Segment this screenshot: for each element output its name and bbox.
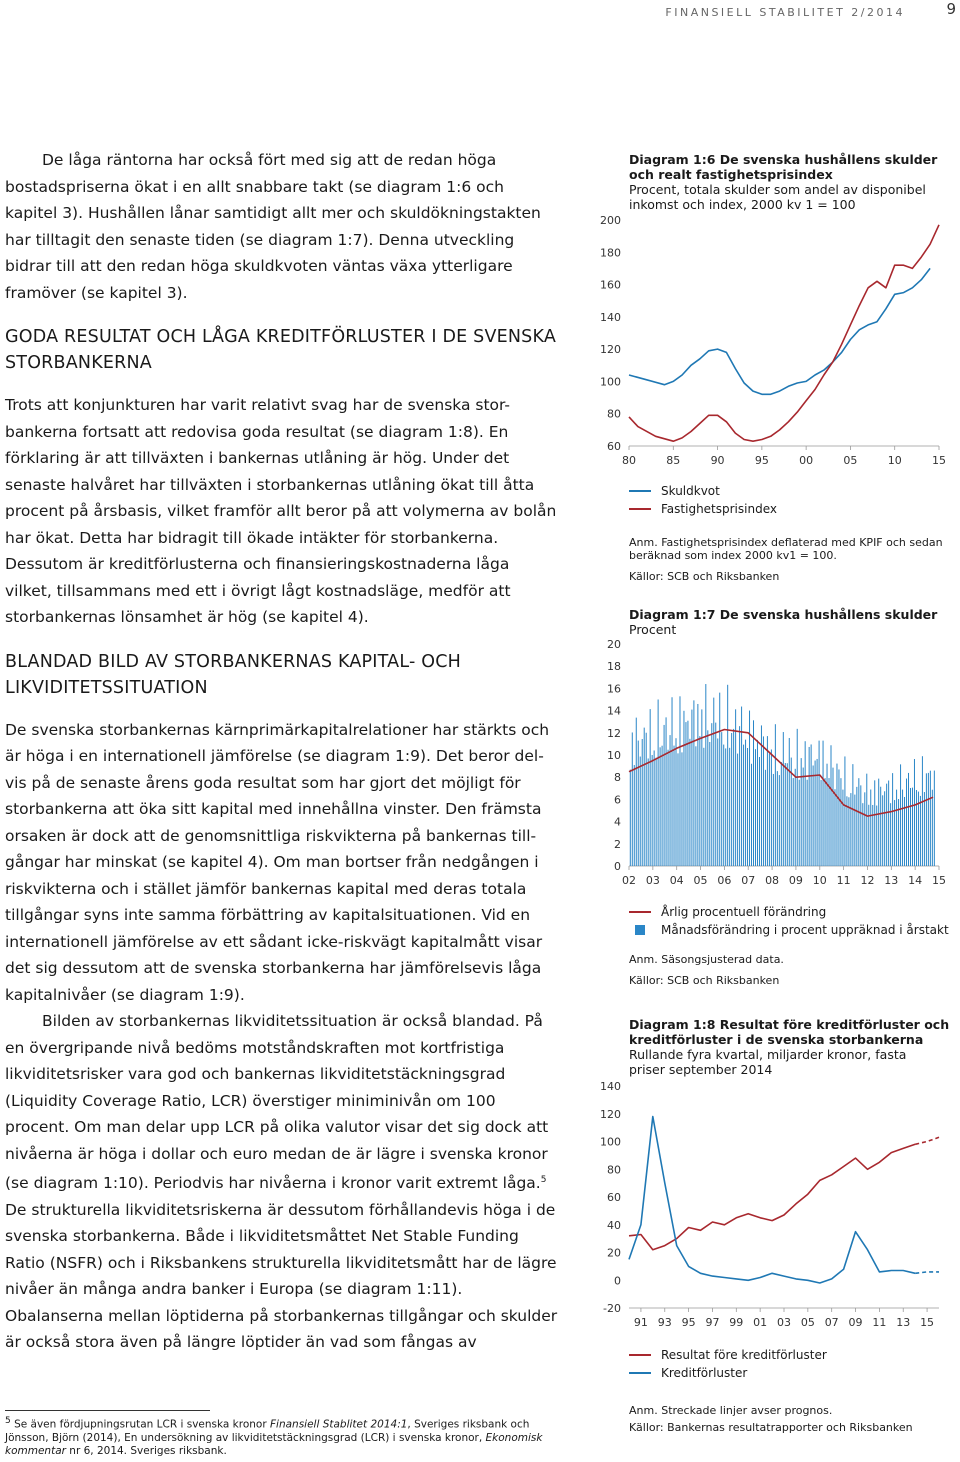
monthly-bar — [874, 780, 875, 866]
monthly-bar — [769, 754, 770, 866]
diagram-1-7-title: Diagram 1:7 De svenska hushållens skulder — [629, 607, 938, 622]
x-tick-label: 03 — [777, 1316, 791, 1329]
monthly-bar — [900, 764, 901, 866]
monthly-bar — [664, 725, 665, 866]
monthly-bar — [793, 778, 794, 866]
y-tick-label: 120 — [600, 343, 621, 357]
y-tick-label: 80 — [607, 407, 621, 421]
diagram-1-7-subtitle: Procent — [629, 622, 677, 637]
monthly-bar — [920, 796, 921, 866]
monthly-bar — [811, 744, 812, 866]
monthly-bar — [785, 763, 786, 866]
monthly-bar — [838, 769, 839, 866]
monthly-bar — [697, 704, 698, 866]
legend-swatch-red — [629, 508, 651, 510]
x-tick-label: 13 — [884, 874, 899, 887]
monthly-bar — [805, 741, 806, 866]
monthly-bar — [735, 709, 736, 866]
monthly-bar — [660, 747, 661, 866]
monthly-bar — [648, 758, 649, 866]
monthly-bar — [751, 764, 752, 866]
monthly-bar — [771, 749, 772, 866]
monthly-bar — [866, 774, 867, 866]
x-tick-label: 02 — [622, 874, 636, 887]
y-tick-label: 16 — [607, 682, 621, 696]
diagram-1-6-legend — [593, 482, 953, 583]
section-heading-results: GODA RESULTAT OCH LÅGA KREDITFÖRLUSTER I DE SVENSKA STORBANKERNA — [5, 327, 557, 373]
monthly-bar — [757, 740, 758, 866]
monthly-bar — [916, 790, 917, 866]
y-tick-label: 60 — [607, 440, 621, 453]
diagram-1-6-subtitle: Procent, totala skulder som andel av disponibel inkomst och index, 2000 kv 1 = 100 — [629, 182, 926, 212]
diagram-1-8-legend — [593, 1346, 953, 1434]
monthly-bar — [912, 788, 913, 866]
legend-label: Kreditförluster — [661, 1366, 748, 1380]
monthly-bar — [709, 742, 710, 866]
x-tick-label: 11 — [872, 1316, 887, 1329]
monthly-bar — [693, 700, 694, 866]
monthly-bar — [737, 754, 738, 866]
monthly-bar — [676, 738, 677, 866]
monthly-bar — [836, 764, 837, 866]
monthly-bar — [741, 707, 742, 866]
monthly-bar — [666, 717, 667, 866]
monthly-bar — [827, 764, 828, 866]
legend-credit-losses — [629, 1364, 953, 1382]
x-tick-label: 00 — [799, 454, 814, 467]
y-tick-label: 160 — [600, 278, 621, 292]
x-tick-label: 09 — [848, 1316, 863, 1329]
x-tick-label: 07 — [741, 874, 756, 887]
legend-annual-change — [629, 903, 953, 921]
paragraph-housing-prices: De låga räntorna har också fört med sig att de redan höga bostadspriserna ökat i en allt snabbare takt (se diagram 1:6 och kapitel 3). Hushållen lånar samtidigt allt mer och skuldökningstakten har tilltagit den senaste tiden (se diagram 1:7). Denna utveckling bidrar till att den redan höga skuldkvoten väntas växa ytterligare framöver (se kapitel 3). — [5, 151, 541, 302]
footnote-number: 5 — [5, 1416, 11, 1426]
x-tick-label: 01 — [753, 1316, 768, 1329]
monthly-bar — [695, 746, 696, 866]
y-tick-label: 18 — [607, 660, 621, 674]
monthly-bar — [797, 729, 798, 866]
x-tick-label: 03 — [645, 874, 660, 887]
monthly-bar — [644, 728, 645, 866]
monthly-bar — [775, 724, 776, 866]
y-tick-label: 4 — [614, 815, 621, 829]
diagram-1-6-title: Diagram 1:6 De svenska hushållens skulder och realt fastighetsprisindex — [629, 152, 938, 182]
monthly-bar — [715, 723, 716, 866]
monthly-bar — [640, 757, 641, 866]
result-line — [629, 1144, 915, 1249]
monthly-bar — [821, 780, 822, 866]
monthly-bar — [729, 748, 730, 866]
diagram-1-7-legend — [593, 903, 953, 987]
monthly-bar — [759, 757, 760, 866]
y-tick-label: 60 — [607, 1191, 621, 1204]
x-tick-label: 05 — [800, 1316, 815, 1329]
y-tick-label: 140 — [600, 1080, 621, 1093]
x-tick-label: 10 — [812, 874, 827, 887]
y-tick-label: 12 — [607, 726, 621, 740]
y-tick-label: -20 — [603, 1302, 621, 1315]
footnote-reference[interactable]: 5 — [540, 1175, 547, 1185]
monthly-bar — [672, 697, 673, 866]
y-tick-label: 180 — [600, 246, 621, 260]
diagram-1-7 — [593, 607, 953, 637]
y-tick-label: 2 — [614, 837, 621, 851]
monthly-bar — [864, 792, 865, 866]
footnote-publication: Finansiell Stablitet 2014:1 — [270, 1418, 408, 1431]
footnote-text-e: nr 6, 2014. Sveriges riksbank. — [65, 1444, 227, 1457]
monthly-bar — [662, 746, 663, 866]
diagram-1-8 — [593, 1017, 953, 1077]
monthly-bar — [630, 770, 631, 866]
monthly-bar — [815, 761, 816, 866]
legend-label: Månadsförändring i procent uppräknad i årstakt — [661, 923, 949, 937]
y-tick-label: 8 — [614, 771, 621, 785]
x-tick-label: 93 — [657, 1316, 672, 1329]
monthly-bar — [683, 711, 684, 866]
main-text-column — [5, 147, 560, 1356]
legend-label: Årlig procentuell förändring — [661, 905, 827, 919]
monthly-bar — [765, 770, 766, 866]
x-tick-label: 97 — [705, 1316, 720, 1329]
y-tick-label: 80 — [607, 1163, 621, 1177]
credit-losses-line-forecast — [915, 1272, 939, 1273]
monthly-bar — [701, 709, 702, 866]
y-tick-label: 10 — [607, 749, 621, 762]
diagram-1-8-subtitle: Rullande fyra kvartal, miljarder kronor, fasta priser september 2014 — [629, 1047, 907, 1077]
monthly-bar — [689, 739, 690, 866]
y-tick-label: 100 — [600, 375, 621, 389]
monthly-bar — [932, 790, 933, 866]
x-tick-label: 10 — [887, 454, 902, 467]
monthly-bar — [668, 750, 669, 866]
monthly-bar — [825, 778, 826, 866]
monthly-bar — [884, 791, 885, 866]
monthly-bar — [707, 730, 708, 866]
monthly-bar — [656, 758, 657, 866]
legend-swatch-blue — [629, 490, 651, 492]
diagram-1-8-source: Källor: Bankernas resultatrapporter och Riksbanken — [629, 1421, 913, 1434]
y-tick-label: 20 — [607, 1246, 621, 1260]
x-tick-label: 95 — [681, 1316, 696, 1329]
y-tick-label: 20 — [607, 638, 621, 651]
monthly-bar — [910, 788, 911, 866]
monthly-bar — [642, 739, 643, 866]
monthly-bar — [858, 778, 859, 866]
monthly-bar — [852, 764, 853, 866]
x-tick-label: 09 — [788, 874, 803, 887]
monthly-bar — [878, 779, 879, 866]
monthly-bar — [670, 735, 671, 866]
x-tick-label: 15 — [932, 454, 946, 467]
monthly-bar — [795, 769, 796, 866]
monthly-bar — [844, 756, 845, 866]
legend-monthly-change — [629, 921, 953, 939]
legend-swatch-red — [629, 1354, 651, 1356]
x-tick-label: 05 — [843, 454, 858, 467]
x-tick-label: 91 — [633, 1316, 648, 1329]
monthly-bar — [679, 696, 680, 866]
paragraph-structural-text: De strukturella likviditetsriskerna är dessutom förhållandevis höga i de svenska storbankerna. Både i likviditetsmåttet Net Stable Funding Ratio (NSFR) och i Riksbankens strukturella likviditetsmått har de lägre nivåer än många andra banker i Europa (se diagram 1:11). Obalanserna mellan löptiderna på storbankernas tillgångar och skulder är också stora även på längre löptider än vad som fångas av — [5, 1200, 558, 1352]
monthly-bar — [652, 755, 653, 866]
diagram-1-7-source: Källor: SCB och Riksbanken — [629, 974, 780, 987]
monthly-bar — [840, 778, 841, 866]
diagram-1-7-note: Anm. Säsongsjusterad data. — [629, 953, 784, 966]
monthly-bar — [856, 787, 857, 866]
monthly-bar — [763, 736, 764, 866]
monthly-bar — [646, 733, 647, 866]
diagram-1-8-title: Diagram 1:8 Resultat före kreditförluster och kreditförluster i de svenska storbankerna — [629, 1017, 950, 1047]
x-tick-label: 06 — [717, 874, 732, 887]
monthly-bar — [892, 773, 893, 866]
x-tick-label: 15 — [932, 874, 946, 887]
diagram-1-8-chart — [593, 1072, 953, 1340]
monthly-bar — [727, 685, 728, 866]
monthly-bar — [721, 732, 722, 866]
x-tick-label: 99 — [729, 1316, 744, 1329]
monthly-bar — [699, 736, 700, 866]
paragraph-bank-results: Trots att konjunkturen har varit relativt svag har de svenska stor-bankerna fortsatt att redovisa goda resultat (se diagram 1:8). En förklaring är att tillväxten i bankernas utlåning är hög. Under det senaste halvåret har tillväxten i storbankernas utlåning ökat till åtta procent på årsbasis, vilket framför allt beror på att volymerna av bolån har ökat. Detta har bidragit till ökade intäkter för storbankerna. Dessutom är kreditförlusterna och finansieringskostnaderna låga vilket, tillsammans med ett i övrigt lågt kostnadsläge, medför att storbankernas lönsamhet är hög (se kapitel 4). — [5, 396, 557, 626]
monthly-bar — [902, 790, 903, 866]
page-header — [0, 0, 960, 24]
monthly-bar — [872, 805, 873, 866]
monthly-bar — [711, 723, 712, 866]
x-tick-label: 04 — [669, 874, 684, 887]
diagram-1-8-note: Anm. Streckade linjer avser prognos. — [629, 1404, 833, 1417]
monthly-bar — [924, 792, 925, 866]
monthly-bar — [674, 746, 675, 866]
monthly-bar — [896, 790, 897, 866]
monthly-bar — [789, 738, 790, 866]
diagram-1-6-source: Källor: SCB och Riksbanken — [629, 570, 780, 583]
y-tick-label: 200 — [600, 214, 621, 227]
monthly-bar — [783, 732, 784, 866]
monthly-bar — [809, 747, 810, 866]
monthly-bar — [781, 762, 782, 866]
monthly-bar — [860, 785, 861, 866]
x-tick-label: 85 — [666, 454, 681, 467]
monthly-bar — [807, 780, 808, 866]
legend-label: Fastighetsprisindex — [661, 502, 777, 516]
monthly-bar — [747, 748, 748, 866]
y-tick-label: 40 — [607, 1218, 621, 1232]
footnote-journal: Ekonomisk kommentar — [5, 1431, 543, 1457]
monthly-bar — [731, 733, 732, 866]
y-tick-label: 6 — [614, 793, 621, 807]
legend-swatch-blue — [629, 1372, 651, 1374]
monthly-bar — [723, 745, 724, 866]
x-tick-label: 05 — [693, 874, 708, 887]
legend-result — [629, 1346, 953, 1364]
monthly-bar — [767, 736, 768, 866]
monthly-bar — [719, 693, 720, 866]
monthly-bar — [755, 749, 756, 866]
x-tick-label: 80 — [622, 454, 636, 467]
monthly-bar — [681, 752, 682, 866]
diagram-1-6-chart — [593, 200, 953, 472]
monthly-bar — [705, 684, 706, 866]
x-tick-label: 12 — [860, 874, 875, 887]
monthly-bar — [832, 768, 833, 866]
monthly-bar — [922, 756, 923, 866]
x-tick-label: 07 — [824, 1316, 839, 1329]
page-number: 9 — [946, 0, 956, 18]
monthly-bar — [753, 720, 754, 866]
monthly-bar — [634, 765, 635, 866]
x-tick-label: 95 — [754, 454, 769, 467]
y-tick-label: 14 — [607, 704, 621, 718]
monthly-bar — [834, 789, 835, 866]
monthly-bar — [779, 775, 780, 866]
legend-swatch-red — [629, 911, 651, 913]
monthly-bar — [842, 790, 843, 866]
monthly-bar — [930, 771, 931, 866]
section-heading-capital: BLANDAD BILD AV STORBANKERNAS KAPITAL- OCH LIKVIDITETSSITUATION — [5, 651, 461, 698]
monthly-bar — [713, 698, 714, 866]
x-tick-label: 90 — [710, 454, 725, 467]
monthly-bar — [868, 805, 869, 866]
monthly-bar — [743, 745, 744, 866]
monthly-bar — [636, 718, 637, 866]
footnote-text-c: , Sveriges riksbank och Jönsson, Björn (2014), En undersökning av likviditetstäckningsgrad (LCR) i svenska kronor, — [5, 1418, 530, 1444]
monthly-bar — [691, 710, 692, 866]
monthly-bar — [934, 771, 935, 866]
monthly-bar — [850, 793, 851, 866]
monthly-bar — [632, 732, 633, 866]
monthly-bar — [882, 795, 883, 866]
monthly-bar — [717, 738, 718, 866]
monthly-bar — [886, 784, 887, 866]
monthly-bar — [687, 721, 688, 866]
series-line-fastighetspris — [629, 225, 939, 441]
y-tick-label: 140 — [600, 310, 621, 324]
monthly-bar — [819, 741, 820, 866]
monthly-bar — [831, 745, 832, 866]
y-tick-label: 0 — [614, 1274, 621, 1288]
footnote-text-a: Se även fördjupningsrutan LCR i svenska kronor — [10, 1418, 270, 1431]
y-tick-label: 120 — [600, 1107, 621, 1121]
diagram-1-6-note: Anm. Fastighetsprisindex deflaterad med KPIF och sedan beräknad som index 2000 kv1 = 100. — [629, 536, 943, 562]
x-tick-label: 08 — [765, 874, 780, 887]
monthly-bar — [862, 803, 863, 866]
monthly-bar — [658, 699, 659, 866]
monthly-bar — [650, 709, 651, 866]
monthly-bar — [829, 778, 830, 866]
legend-swatch-bar — [635, 925, 645, 935]
paragraph-liquidity — [5, 1008, 560, 1356]
y-tick-label: 0 — [614, 860, 621, 873]
legend-label: Skuldkvot — [661, 484, 720, 498]
monthly-bar — [906, 779, 907, 866]
monthly-bar — [854, 795, 855, 866]
monthly-bar — [638, 741, 639, 866]
footnote-divider — [5, 1410, 210, 1411]
monthly-bar — [777, 771, 778, 866]
monthly-bar — [926, 773, 927, 866]
x-tick-label: 15 — [920, 1316, 935, 1329]
monthly-bar — [823, 741, 824, 866]
monthly-bar — [880, 787, 881, 866]
x-tick-label: 14 — [908, 874, 923, 887]
monthly-bar — [928, 773, 929, 866]
paragraph-liquidity-text: Bilden av storbankernas likviditetssituation är också blandad. På en övergripande nivå bedöms motståndskraften mot kortfristiga likviditetsrisker vara god och bankernas likviditetstäckningsgrad (Liquidity Coverage Ratio, LCR) överstiger miniminivån om 100 procent. Om man delar upp LCR på olika valutor visar det sig dock att nivåerna är höga i dollar och euro medan de är lägre i svenska kronor (se diagram 1:10). Periodvis har nivåerna i kronor varit extremt låga. — [5, 1012, 549, 1193]
diagram-1-7-chart — [593, 634, 953, 894]
monthly-bar — [801, 758, 802, 866]
monthly-bar — [803, 768, 804, 866]
legend-label: Resultat före kreditförluster — [661, 1348, 827, 1362]
y-tick-label: 100 — [600, 1135, 621, 1149]
publication-title: FINANSIELL STABILITET 2/2014 — [665, 6, 905, 19]
monthly-bar — [733, 729, 734, 866]
monthly-bar — [703, 748, 704, 866]
monthly-bar — [888, 781, 889, 866]
monthly-bar — [813, 765, 814, 866]
monthly-bar — [725, 748, 726, 866]
paragraph-capital: De svenska storbankernas kärnprimärkapitalrelationer har stärkts och är höga i en internationell jämförelse (se diagram 1:9). Det beror del-vis på de senaste årens goda resultat som har gjort det möjligt för storbankerna att öka sitt kapital med innehållna vinster. Den främsta orsaken är dock att de genomsnittliga riskvikterna på bankernas till-gångar har minskat (se kapitel 4). Om man bortser från nedgången i riskvikterna och i stället jämför bankernas kapital med deras totala tillgångar syns inte samma förbättring av kapitalsituationen. Vid en internationell jämförelse av ett sådant icke-riskvägt kapitalmått visar det sig dessutom att de svenska storbankerna har jämförelsevis låga kapitalnivåer (se diagram 1:9). — [5, 720, 550, 1004]
monthly-bar — [787, 763, 788, 866]
result-line-forecast — [915, 1137, 939, 1144]
monthly-bar — [870, 790, 871, 866]
monthly-bar — [654, 750, 655, 866]
monthly-bar — [677, 753, 678, 866]
monthly-bar — [773, 774, 774, 866]
monthly-bar — [745, 740, 746, 866]
monthly-bar — [908, 773, 909, 866]
monthly-bar — [739, 726, 740, 866]
monthly-bar — [914, 759, 915, 866]
monthly-bar — [799, 780, 800, 866]
legend-skuldkvot — [629, 482, 953, 500]
legend-fastighetspris — [629, 500, 953, 518]
x-tick-label: 11 — [836, 874, 851, 887]
credit-losses-line — [629, 1117, 915, 1284]
footnote — [5, 1415, 560, 1458]
x-tick-label: 13 — [896, 1316, 911, 1329]
